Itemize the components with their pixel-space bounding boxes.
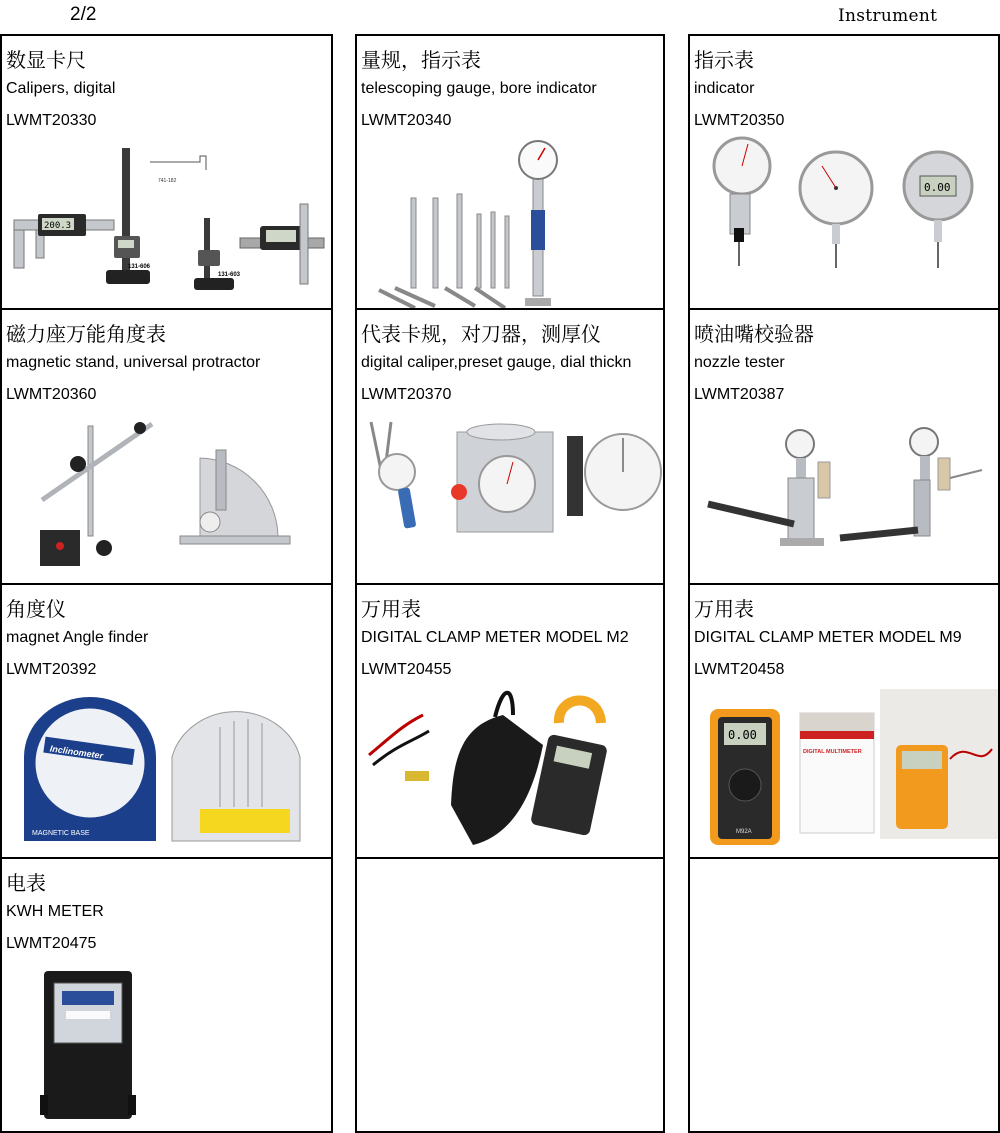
- product-cell-clamp-meter-m9: [688, 583, 1000, 859]
- clamp-meter-image: [363, 685, 663, 845]
- multimeter-display: 0.00: [728, 728, 757, 742]
- product-name-en: digital caliper,preset gauge, dial thickn: [361, 354, 632, 371]
- bore-gauge-image: [365, 138, 655, 308]
- product-cell-kwh-meter: [0, 857, 333, 1133]
- product-code: LWMT20392: [6, 661, 97, 678]
- model-label-131-603: 131-603: [218, 272, 241, 278]
- product-cell-nozzle-tester: [688, 308, 1000, 585]
- dial-indicators-image: [702, 136, 992, 276]
- product-cell-preset-gauge: [355, 308, 665, 585]
- magnetic-base-label: MAGNETIC BASE: [32, 830, 90, 837]
- product-code: LWMT20340: [361, 112, 452, 129]
- product-name-cn: 角度仪: [6, 597, 66, 621]
- box-label: DIGITAL MULTIMETER: [803, 749, 862, 755]
- product-name-cn: 量规，指示表: [361, 48, 481, 72]
- product-name-cn: 代表卡规，对刀器，测厚仪: [361, 322, 601, 346]
- product-name-en: nozzle tester: [694, 354, 785, 371]
- page-number: 2/2: [70, 4, 97, 25]
- multimeter-model-label: M92A: [736, 829, 752, 835]
- product-name-en: indicator: [694, 80, 755, 97]
- category-title: Instrument: [838, 6, 938, 26]
- digital-indicator-display: 0.00: [924, 181, 951, 194]
- product-name-cn: 喷油嘴校验器: [694, 322, 814, 346]
- product-cell-calipers-digital: [0, 34, 333, 310]
- inclinometer-image: [20, 697, 320, 847]
- product-code: LWMT20455: [361, 661, 452, 678]
- product-code: LWMT20330: [6, 112, 97, 129]
- product-name-en: magnetic stand, universal protractor: [6, 354, 261, 371]
- product-name-cn: 指示表: [694, 48, 754, 72]
- model-label-131-606: 131-606: [128, 264, 151, 270]
- product-name-en: DIGITAL CLAMP METER MODEL M2: [361, 629, 629, 646]
- product-name-cn: 磁力座万能角度表: [6, 322, 166, 346]
- digital-caliper-image: [10, 138, 330, 298]
- drawing-dimension-label: 741-182: [158, 178, 177, 184]
- product-cell-indicator: [688, 34, 1000, 310]
- product-name-en: Calipers, digital: [6, 80, 116, 97]
- product-cell-angle-finder: [0, 583, 333, 859]
- inclinometer-label: Inclinometer: [49, 743, 104, 761]
- caliper-display: 200.3: [44, 221, 72, 231]
- kwh-meter-image: [36, 967, 146, 1127]
- product-cell-telescoping-gauge: [355, 34, 665, 310]
- product-cell-magnetic-stand: [0, 308, 333, 585]
- product-code: LWMT20475: [6, 935, 97, 952]
- product-name-en: magnet Angle finder: [6, 629, 149, 646]
- product-code: LWMT20360: [6, 386, 97, 403]
- empty-cell: [355, 857, 665, 1133]
- product-name-cn: 万用表: [694, 597, 754, 621]
- product-code: LWMT20458: [694, 661, 785, 678]
- product-name-cn: 万用表: [361, 597, 421, 621]
- empty-cell: [688, 857, 1000, 1133]
- nozzle-tester-image: [700, 422, 990, 562]
- caliper-gauge-thickness-image: [361, 410, 665, 540]
- multimeter-image: [708, 689, 998, 849]
- magnetic-stand-protractor-image: [22, 410, 322, 570]
- product-name-en: telescoping gauge, bore indicator: [361, 80, 597, 97]
- product-cell-clamp-meter-m2: [355, 583, 665, 859]
- product-code: LWMT20370: [361, 386, 452, 403]
- product-code: LWMT20387: [694, 386, 785, 403]
- product-code: LWMT20350: [694, 112, 785, 129]
- product-name-cn: 数显卡尺: [6, 48, 86, 72]
- product-name-en: DIGITAL CLAMP METER MODEL M9: [694, 629, 962, 646]
- product-name-en: KWH METER: [6, 903, 104, 920]
- product-name-cn: 电表: [6, 871, 46, 895]
